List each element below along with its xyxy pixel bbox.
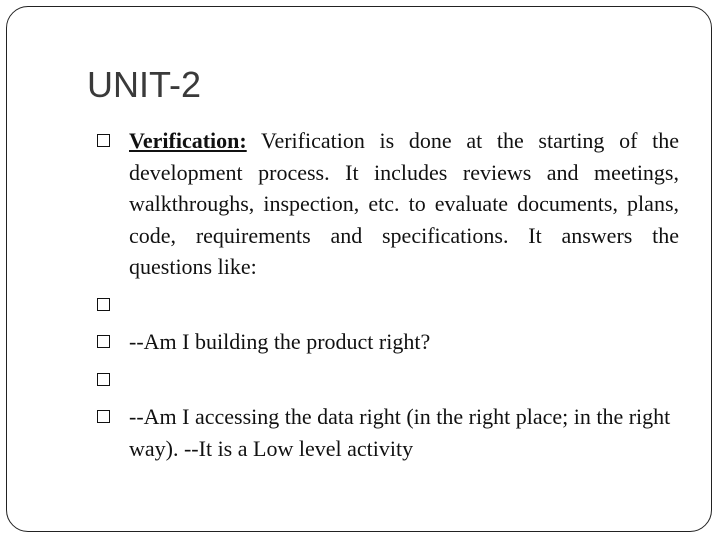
slide-title: UNIT-2 — [87, 64, 202, 105]
bullet-text: Verification is done at the starting of the development process. It includes reviews and meetings, walkthroughs, inspection, etc. to evaluate documents, plans, code, requirements and specifications. It answers the questions like: — [129, 128, 679, 279]
slide-frame — [6, 6, 712, 532]
term-label: Verification: — [129, 128, 247, 153]
checkbox-bullet-icon — [97, 410, 110, 423]
bullet-list — [94, 125, 679, 464]
checkbox-bullet-icon — [97, 335, 110, 348]
bullet-text: --Am I building the product right? — [129, 329, 431, 354]
checkbox-bullet-icon — [97, 373, 110, 386]
bullet-text: --Am I accessing the data right (in the right place; in the right way). --It is a Low level activity — [129, 404, 671, 461]
checkbox-bullet-icon — [97, 134, 110, 147]
bullet-item-verification — [94, 125, 679, 283]
bullet-item-empty — [94, 289, 679, 321]
bullet-item-accessing-question — [94, 401, 679, 464]
bullet-item-empty — [94, 364, 679, 396]
bullet-item-building-question — [94, 326, 679, 358]
checkbox-bullet-icon — [97, 298, 110, 311]
